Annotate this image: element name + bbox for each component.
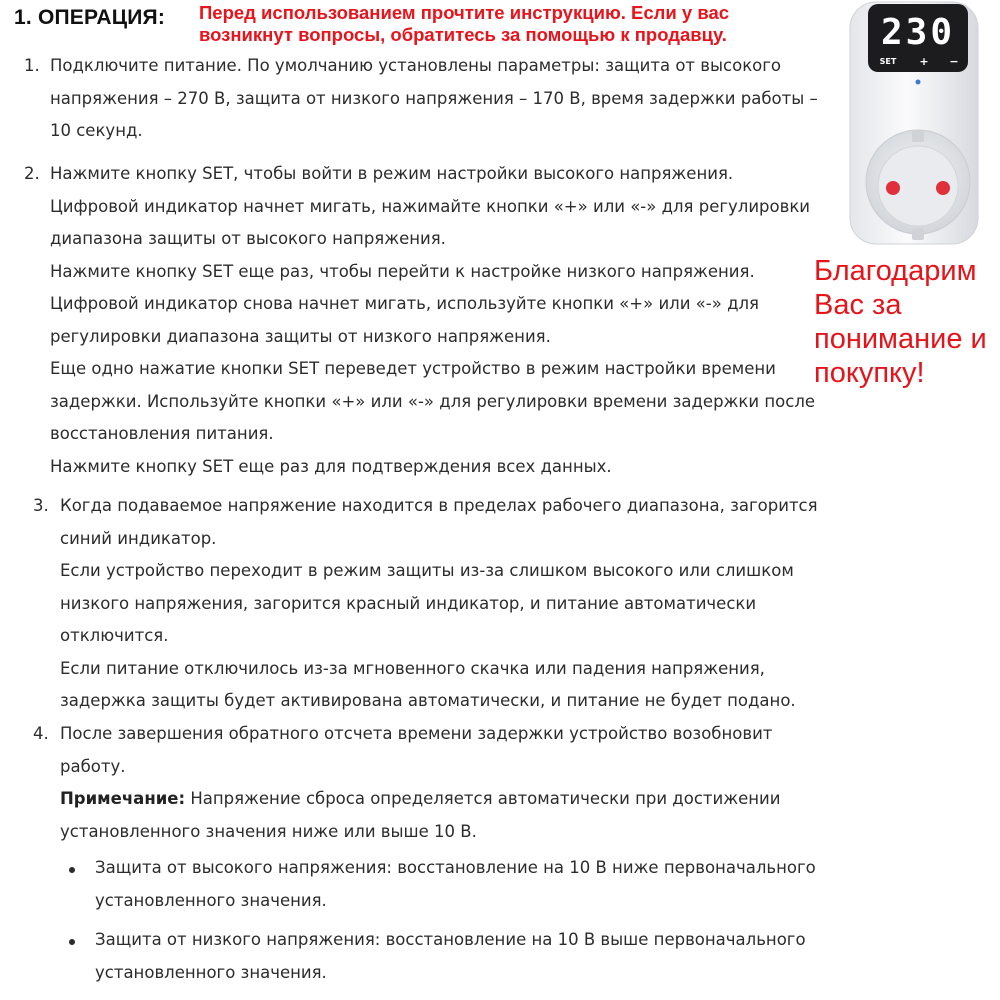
text-line: Защита от низкого напряжения: восстановление на 10 В выше первоначального [95, 930, 806, 949]
text-line: Защита от высокого напряжения: восстановление на 10 В ниже первоначального [95, 858, 816, 877]
text-line: работу. [60, 756, 126, 776]
text-line: установленного значения. [95, 962, 327, 982]
text-line: Если устройство переходит в режим защиты из-за слишком высокого или слишком [60, 561, 794, 580]
text-line: напряжения – 270 В, защита от низкого напряжения – 170 В, время задержки работы – [50, 88, 818, 108]
text-line: Нажмите кнопку SET еще раз, чтобы перейти к настройке низкого напряжения. [50, 261, 755, 281]
text-line: задержка защиты будет активирована автоматически, и питание не будет подано. [60, 691, 796, 710]
text-line: диапазона защиты от высокого напряжения. [50, 229, 446, 248]
text-line: Еще одно нажатие кнопки SET переведет устройство в режим настройки времени [50, 359, 776, 378]
text-line: 10 секунд. [50, 121, 143, 140]
text-line: Цифровой индикатор начнет мигать, нажимайте кнопки «+» или «-» для регулировки [50, 196, 811, 216]
bullet-item [95, 852, 816, 917]
minus-button-label: − [949, 55, 959, 68]
note-line-1 [60, 783, 780, 816]
step-number: 3. [33, 496, 49, 515]
bullet-item [95, 924, 806, 989]
text-line: отключится. [60, 626, 169, 645]
text-line: После завершения обратного отсчета времени задержки устройство возобновит [60, 724, 773, 743]
thanks-line: понимание и [814, 323, 987, 355]
step-1-text [50, 50, 818, 148]
section-heading: 1. ОПЕРАЦИЯ: [14, 6, 166, 29]
warning-line-1: Перед использованием прочтите инструкцию. Если у вас [199, 2, 730, 23]
warning-line-2: возникнут вопросы, обратитесь за помощью к продавцу. [199, 24, 727, 45]
text-line: восстановления питания. [50, 424, 274, 443]
text-line: Нажмите кнопку SET, чтобы войти в режим настройки высокого напряжения. [50, 164, 734, 183]
step-number: 4. [33, 724, 49, 743]
plus-button-label: + [919, 55, 929, 68]
text-line: Цифровой индикатор снова начнет мигать, используйте кнопки «+» или «-» для [50, 294, 759, 313]
text-line: Если питание отключилось из-за мгновенного скачка или падения напряжения, [60, 658, 765, 678]
note-label: Примечание: [60, 789, 186, 808]
thanks-text [814, 254, 1000, 390]
text-line: задержки. Используйте кнопки «+» или «-» для регулировки времени задержки после [50, 391, 816, 411]
voltage-protector-image [846, 0, 984, 248]
step-2-text [50, 158, 815, 483]
text-line: установленного значения. [95, 890, 327, 910]
text-line: низкого напряжения, загорится красный индикатор, и питание автоматически [60, 593, 757, 613]
text-line: синий индикатор. [60, 528, 217, 548]
bullet-dot [69, 939, 75, 945]
text-line: регулировки диапазона защиты от низкого напряжения. [50, 326, 551, 346]
note-line-2: установленного значения ниже или выше 10 В. [60, 821, 477, 841]
step-4-text [60, 718, 780, 848]
thanks-line: Вас за [814, 289, 902, 321]
bullet-dot [69, 867, 75, 873]
note-text: Напряжение сброса определяется автоматически при достижении [185, 789, 781, 808]
set-button-label: SET [879, 57, 897, 66]
thanks-line: Благодарим [814, 255, 977, 287]
text-line: Когда подаваемое напряжение находится в пределах рабочего диапазона, загорится [60, 496, 818, 515]
step-3-text [60, 490, 818, 718]
step-number: 2. [24, 164, 40, 183]
step-number: 1. [24, 56, 40, 75]
text-line: Подключите питание. По умолчанию установлены параметры: защита от высокого [50, 56, 782, 75]
text-line: Нажмите кнопку SET еще раз для подтверждения всех данных. [50, 456, 612, 476]
thanks-line: покупку! [814, 357, 925, 389]
display-readout: 230 [880, 12, 956, 53]
warning-text [199, 2, 839, 46]
